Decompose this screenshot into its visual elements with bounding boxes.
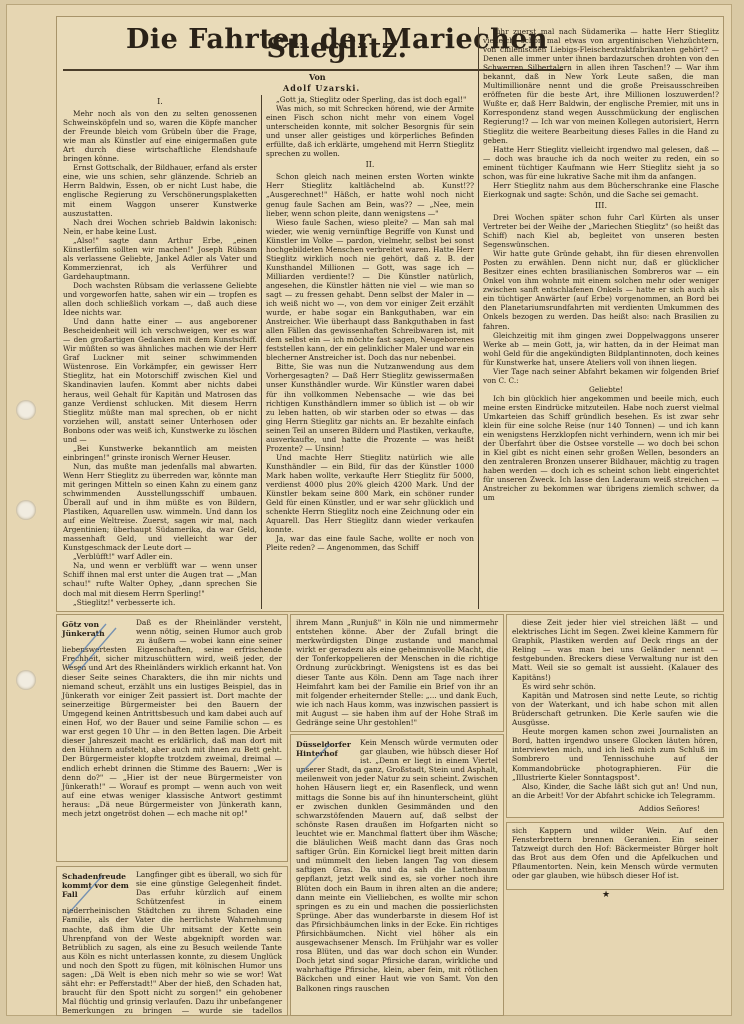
letter-signature: [512, 817, 718, 818]
paragraph: Es wird sehr schön.: [522, 681, 596, 691]
byline-von: Von: [309, 72, 326, 82]
scrapbook-page: [6, 4, 732, 1016]
clipping-body: Kein Mensch würde vermuten oder gar glauben, wie hübsch dieser Hof ist. „Denn er liegt in einem Viertel unserer Stadt, da ganz, Großstadt, Stein und Asphalt, meilenweit von jeder Natur zu sein scheint. Zwischen hohen Häusern liegt er, ein Rasenfleck, und wenn mittags die Sonne bis auf ihn hinunterscheint, glüht er zwischen dunklen Gesimmänden und den schwarzstöfenden Mauern auf, daß selbst der schönste Rasen draußen im Hofgarten nicht so leuchtet wie er. Manchmal flattert über ihm Wäsche; die bläulichen Weiß macht dann das Gras noch saftiger Grün. Ein Kornickel liegt breit mitten darin und mümmelt den lieben langen Tag von diesem saftigen Gras. Da und da sah die Lattenbaum gepflanzt, jetzt welk sind es, sie vorher noch ihre Blüten doch ein Baum in ihren alten an die andere; dann meinte ein Vielliebchen, es wollte mir schon springen es zu ein und machen die possierlichsten Sprünge. Aber das wunderbarste in diesem Hof ist das Pfirsichbäumchen links in der Ecke. Ein richtiges Pfirsichbäumchen. Nicht viel höher als ein ausgewachsener Mensch. Im Frühjahr war es voller rosa Blüten, und das war doch schon ein Wunder. Doch jetzt sind sogar Pfirsiche daran, wirkliche und wahrhaftige Pfirsiche, klein, aber fein, mit rötlichen Bäckchen und einer Haut wie von Samt. Von den Balkonen rings rauschen: [296, 738, 498, 993]
clipping-heading: Düsseldorfer Hinterhof: [296, 740, 351, 758]
article-author: Adolf Uzarski.: [283, 83, 361, 93]
clipping-heading: Schadenfreude kommt vor dem Fall: [62, 872, 129, 899]
star-marker-icon: ★: [602, 890, 611, 900]
pencil-mark-icon: [62, 870, 112, 920]
paragraph: Gleichzeitig mit ihm gingen zwei Doppelwaggons unserer Werke ab — mein Gott, ja, wir hatten, da in der Heimat man wohl Geld für die angekündigten Bildplantinnoten, doch keines für Kunstwerke hat, unsere Ateliers voll von ihnen liegen.: [483, 330, 719, 367]
paragraph: Herr Stieglitz nahm aus dem Bücherschranke eine Flasche Eierkognak und sagte: Schön, und die Sache sei gemacht.: [483, 180, 719, 199]
paragraph: „Bei Kunstwerke bekanntlich am meisten einbringen!" grinste ironisch Werner Heuser.: [63, 443, 257, 462]
paragraph: Ja, war das eine faule Sache, wollte er noch von Pleite reden? — Angenommen, das Schiff: [266, 534, 474, 553]
paragraph: Ernst Gottschalk, der Bildhauer, erfand als erster eine, wie uns schien, sehr glänzende. Schrieb an Herrn Baldwin, Essen, ob er nicht Lust habe, die englische Regierung zu Verschönerungsplaketten mit einem Waggon unserer Kunstwerke auszustatten.: [63, 163, 257, 218]
clipping-body: Daß es der Rheinländer versteht, wenn nötig, seinen Humor auch grob zu äußern — wobei kann eine seiner liebenswertesten Eigenschaften, seine erfrischende Frechheit, sicher mitzuschüttern wird, weiß jeder, der Wesen und Art des Rheinländers wirklich erkannt hat. Von dieser Seite seines Charakters, die ihn mir nichts und niemand scheut, erzählt uns ein lustiges Beispiel, das in Jünkerath vor einiger Zeit passiert ist. Dort machte der seinerzeitige Bürgermeister bei den Bauern der Umgegend keinen Antrittsbesuch und kam dabei auch auf einen Hof, wo der Bauer und seine Familie schon — es war erst gegen 10 Uhr — in den Betten lagen. Die Arbeit dieser Jahreszeit macht es erklärlich, daß man dort mit den Hühnern aufsteht, aber auch mit ihnen zu Bett geht. Der Bürgermeister klopfte trotzdem zweimal, dreimal — endlich erhebt drinnen die Stimme des Bauern: „Wer is denn do?" — „Hier ist der neue Bürgermeister von Jünkerath!" — Worauf es prompt — wenn auch von weit auf eine etwas weniger klassische Antwort gestimmt heraus: „Dä neue Bürgermeister von Jünkerath kann, mech jetzt ongetröst dohen — ech mache nit op!": [62, 618, 282, 818]
clipping-heading: Götz von Jünkerath: [62, 620, 105, 638]
paragraph: Hatte Herr Stieglitz vielleicht irgendwo mal gelesen, daß — — doch was brauche ich da noch weiter zu reden, ein so eminent tüchtiger Kaufmann wie Herr Stieglitz sieht ja so schon, was für eine lukrative Sache mit ihm da anfangen.: [483, 144, 719, 181]
paragraph: Nun, das mußte man jedenfalls mal abwarten. Wenn Herr Stieglitz zu überreden war, könnte man mit geringen Mitteln so einen Kahn zu einem ganz schwimmenden Ausstellungsschiff umbauen. Überall auf und in ihm müßte es von Bildern, Plastiken, Aquarellen usw. wimmeln. Und dann los auf eine Weltreise. Zuerst, sagen wir mal, nach Argentinien; überhaupt Südamerika, da war Geld, massenhaft Geld, und vielleicht war der Kunstgeschmack der Leute dort —: [63, 461, 257, 553]
paragraph: Drei Wochen später schon fuhr Carl Kürten als unser Vertreter bei der Weihe der „Mariechen Stieglitz" (so heißt das Schiff) nach Kiel ab, begleitet von unseren besten Segenswünschen.: [483, 212, 719, 250]
paragraph: Heute morgen kamen schon zwei Journalisten an Bord, hatten irgendwo unsere Glocken läuten hören, interviewten mich, und ich ließ mich zum Schluß im Sombrero und Tennisschuhe auf der Kommandobrücke photographieren. Für die „Illustrierte Kieler Sonntagspost".: [512, 727, 718, 782]
paragraph: Wir hatte gute Gründe gehabt, ihn für diesen ehrenvollen Posten zu erwählen. Denn nicht nur, daß er glücklicher Besitzer eines echten brasilianischen Sombreros war — ein Onkel von ihm wohnte mit einem solchen mehr oder weniger zwischen sanft entschlafenen Onkels — hatte er sich auch als ein tüchtiger Anwärter (auf Erbe) vorgenommen, an Bord bei den Planetariumsrundfahrten mit verdienten Umkummen des Onkels bezogen zu werden. Das heißt also: nach Brasilien zu fahren.: [483, 249, 719, 331]
paragraph: Ich bin glücklich hier angekommen und beeile mich, euch meine ersten Eindrücke mitzuteilen. Habe noch zuerst vielmal Umkarteien das Schiff gründlich besehen. Es ist zwar sehr klein für eine solche Reise (nur 140 Tonnen) — und ich kann ein wenigstens Herzklopfen nicht verhindern, wenn ich mir bei der Überfahrt über die Ostsee vorstelle — wo doch bei schon in Kiel gibt es nicht einen sehr großen Wellen, besonders an den zentraleren Bronzen unserer Bildhauer, mächtig zu tragen haben werden — doch ich es scheint schon liebt eingerichtet für unseren Zweck. Ich lasse den Laderaum weiß streichen — Anstreicher zu bekommen war übrigens ziemlich schwer, da um: [483, 393, 719, 503]
pencil-mark-icon: [296, 740, 336, 780]
paragraph: Nach drei Wochen schrieb Baldwin lakonisch: Nein, er habe keine Lust.: [63, 217, 257, 236]
paragraph: Bitte, Sie was nun die Nutzanwendung aus dem Vorhergesagten? — Daß Herr Stieglitz gewissermaßen unser Kunsthändler wurde. Wir Künstler waren dabei für ihn vollkommen Nebensache — wie das bei richtigen Kunsthändlern immer so üblich ist — ob wir zu leben hatten, ob wir starben oder so etwas — das ging Herrn Stieglitz gar nichts an. Er bezahlte einfach seinen Teil an unseren Bildern und Plastiken, verkaufte, ausverkaufte, und hatte die Prozente — was heißt Prozente? — Unsinn!: [266, 362, 474, 453]
article-column-2: [266, 95, 474, 609]
clipping-hinterhof-continuation: [506, 822, 724, 890]
punch-hole: [16, 670, 36, 690]
paragraph: „Stieglitz!" verbesserte ich.: [73, 597, 176, 607]
section-numeral: II.: [365, 160, 375, 170]
letter-closing: Addios Señores!: [638, 803, 700, 813]
punch-hole: [16, 500, 36, 520]
paragraph: Und machte Herr Stieglitz natürlich wie alle Kunsthändler — ein Bild, für das der Künstler 1000 Mark haben wollte, verkaufte Herr Stieglitz für 5000, verdienst 4000 plus 20% gleich 4200 Mark. Und der Künstler bekam seine 800 Mark, ein schöner runder Geld für einen Künstler, und er war sehr glücklich und schenkte Herrn Stieglitz noch eine Zeichnung oder ein Aquarell. Das Herr Stieglitz dann wieder verkaufen konnte.: [266, 452, 474, 535]
paragraph: Also, Kinder, die Sache läßt sich gut an! Und nun, an die Arbeit! Vor der Abfahrt schicke ich Telegramm.: [512, 781, 718, 800]
clipping-body: Langfinger gibt es überall, wo sich für sie eine günstige Gelegenheit findet. Das erfuhr kürzlich auf einem Schützenfest in einem niederrheinischen Städtchen zu ihrem Schaden eine Familie, als der Vater die herrlichste Wahrnehmung machte, daß ihm die Uhr mitsamt der Kette sein Uhrenpfand von der Weste abgeknipft worden war. Betrüblich zu sagen, als eine zu Besuch weilende Tante aus Köln es nicht unterlassen konnte, zu diesem Unglück und noch den Spott zu fügen, mit kölnischen Humor uns sagen: „Dä Welt is eben nich mehr so wie se wor! Wat säht ehr: er Pefferstadt!" Aber der hieß, den Schaden hat, braucht für den Spott nicht zu sorgen!" ein gehobener Mal flüchtig und grinsig verlaufen. Dazu ihr unbefangener Bemerkungen zu bringen — wurde sie tadellos: [62, 870, 282, 1016]
paragraph: „Verblüfft!" warf Adler ein.: [73, 552, 173, 562]
paragraph: „Gott ja, Stieglitz oder Sperling, das ist doch egal!": [276, 95, 467, 104]
punch-hole: [16, 400, 36, 420]
article-title: Die Fahrten der Mariechen Stieglitz.: [125, 24, 549, 65]
paragraph: Mehr noch als von den zu selten genossenen Schweinsköpfeln und so, waren die Köpfe mancher der Freunde bleich vom Grübeln über die Frage, wie man als Künstler auf eine einigermaßen gute Art durch diese wirtschaftliche Elendshaufe bringen könne.: [63, 109, 257, 164]
paragraph: Doch wachsten Rübsam die verlassene Geliebte und vorgeworfen hatte, sahen wir ein — tropfen es allen doch schließlich vorkam —, daß auch diese Idee nichts war.: [63, 280, 257, 318]
section-numeral: III.: [594, 200, 608, 210]
paragraph: „Also!" sagte dann Arthur Erbe, „einen Künstlerfilm sollten wir machen!" Joseph Rübsam als verlassene Geliebte, Jankel Adler als Vater und Kommerzienrat, ich als Verführer und Gardehauptmann.: [63, 235, 257, 281]
section-numeral: I.: [157, 97, 163, 106]
main-article-clipping: [56, 16, 724, 612]
paragraph: Na, und wenn er verblüfft war — wenn unser Schiff ihnen mal erst unter die Augen trat — „Man schau!" rufte Walter Ophey, „dann sprechen Sie doch mal mit diesem Herrn Sperling!": [63, 561, 257, 598]
paragraph: führ zuerst mal nach Südamerika — hatte Herr Stieglitz vielleicht schon mal etwas von argentinischen Viehzüchtern, von chilenischen Liebigs-Fleischextraktfabrikanten gehört? — Denen alle immer unter ihnen bardazurschen drohten von den Schwerren Silbertalern in allen ihren Taschen!? — War ihm bekannt, daß in New York Leute saßen, die man Multimillionäre nennt und die große Preisausschreiben eröffneten für die beste Art, ihre Millionen loszuwerden!? Wußte er, daß Herr Baldwin, der englische Premier, mit uns in Korrespondenz stand wegen Ausschmückung der englischen Regierung!? — Ich war von meinen Kollegen autorisiert, Herrn Stieglitz die weitere Bearbeitung dieses Falles in die Hand zu geben.: [483, 27, 719, 145]
paragraph: Und dann hatte einer — aus angeborener Bescheidenheit will ich verschweigen, wer es war — den großartigen Gedanken mit dem Kunstschiff. Wir müßten so was ähnliches machen wie der Herr Graf Luckner mit seiner schwimmenden Wüstenrose. Ein Vorkämpfer, ein gewisser Herr Stieglitz, hat ein Motorschiff zwischen Kiel und Skandinavien laufen. Kommt aber nichts dabei heraus, weil Gehalt für Kapitän und Matrosen das ganze Verdienst schlucken. Mit diesem Herrn Stieglitz müßte man mal sprechen, ob er nicht vorziehen will, anstatt seiner Unterhosen oder Bonbons oder was weiß ich, Kunstwerke zu löschen und —: [63, 317, 257, 444]
article-column-1: [63, 95, 257, 609]
article-column-3: [483, 27, 719, 609]
paragraph: Vier Tage nach seiner Abfahrt bekamen wir folgenden Brief von C. C.:: [483, 366, 719, 385]
paragraph: Kapitän und Matrosen sind nette Leute, so richtig von der Waterkant, und ich habe schon mit allen Brüderschaft getrunken. Die Kerle saufen wie die Ausgüsse.: [512, 690, 718, 728]
paragraph: diese Zeit jeder hier viel streichen läßt — und elektrisches Licht im Segen. Zwei kleine Kammern für Graphik, Plastiken werden auf Deck rings an der Reling — was man bei uns Geländer nennt — festgebunden. Breckers diese Verwaltung nur ist den Matt. Weil sie so gemalt ist aussieht. (Kalauer des Kapitäns!): [512, 618, 718, 682]
pencil-mark-icon: [60, 616, 120, 676]
column-rule: [478, 27, 479, 609]
clipping-koeln-tante: [290, 614, 504, 732]
clipping-body: sich Kappern und wilder Wein. Auf den Fensterbrettern brennen Geranien. Ein seiner Tatzweigt durch den Hof: Bäckermeister Bürger holt das Brot aus dem Ofen und die Apfelkuchen und Pflaumentorten. Nein, kein Mensch würde vermuten oder gar glauben, wie hübsch dieser Hof ist.: [512, 826, 718, 881]
letter-salutation: Geliebte!: [589, 384, 623, 394]
column-rule: [261, 95, 262, 609]
clipping-body: ihrem Mann „Runjuß" in Köln nie und nimmermehr entstehen könne. Aber der Zufall bringt die merkwürdigsten Dinge zustande und manchmal wirkt er geradezu als eine geheimnisvolle Macht, die der Tonferkoppelieren der Menschen in die richtige Ordnung zurückbringt. Wenigstens ist es das bei dieser Tante aus Köln. Denn am Tage nach ihrer Heimfahrt kam bei der Familie ein Brief von ihr an mit folgender erheiternder Stelle: „... und dank Euch, wie ich nach Haus komm, was inzwischen passiert is mit August — sie haben ihm auf der Hohe Straß im Gedränge seine Uhr gestohlen!": [296, 618, 498, 728]
paragraph: Wieso faule Sachen, wieso pleite? — Man sah mal wieder, wie wenig vernünftige Begriffe von Kunst und Künstler im Volke — pardon, vielmehr, selbst bei sonst hochgebildeten Menschen verbreitet waren. Hatte Herr Stieglitz wirklich noch nie gehört, daß z. B. der Kunsthandel Millionen — Gott, was sage ich — Milliarden verdiente!? — Die Künstler natürlich, angesehen, die Künstler hätten nie viel — wie man so sagt — zu fressen gehabt. Denn selbst der Maler in — ich weiß nicht wo —, von dem vor einiger Zeit erzählt wurde, er habe sogar ein Bankguthaben, war ein Anstreicher. Wie überhaupt dass Bankguthaben in fast allen Fällen das gewissenhaften Schreibwaren ist, mit dem selbst ein — ich möchte fast sagen, Neugeborenes feststellen kann, der ein gelinklicher Maler und war ein blecherner Anstreicher ist. Doch das nur nebenbei.: [266, 217, 474, 363]
paragraph: Schon gleich nach meinen ersten Worten winkte Herr Stieglitz kaltlächelnd ab. Kunst!?? „Ausgerechnet!" Häßch, er hatte wohl noch nicht genug faule Sachen am Bein, was?? — „Nee, mein lieber, wenn schon pleite, dann wenigstens —": [266, 172, 474, 218]
article-continuation: [506, 614, 724, 818]
paragraph: Was mich, so mit Schrecken hörend, wie der Armite einen Fisch schon nicht mehr von einem Vogel unterscheiden konnte, mit solcher Besorgnis für sein und unser aller geistiges und körperliches Befinden erfüllte, daß ich erklärte, umgehend mit Herrn Stieglitz sprechen zu wollen.: [266, 104, 474, 159]
